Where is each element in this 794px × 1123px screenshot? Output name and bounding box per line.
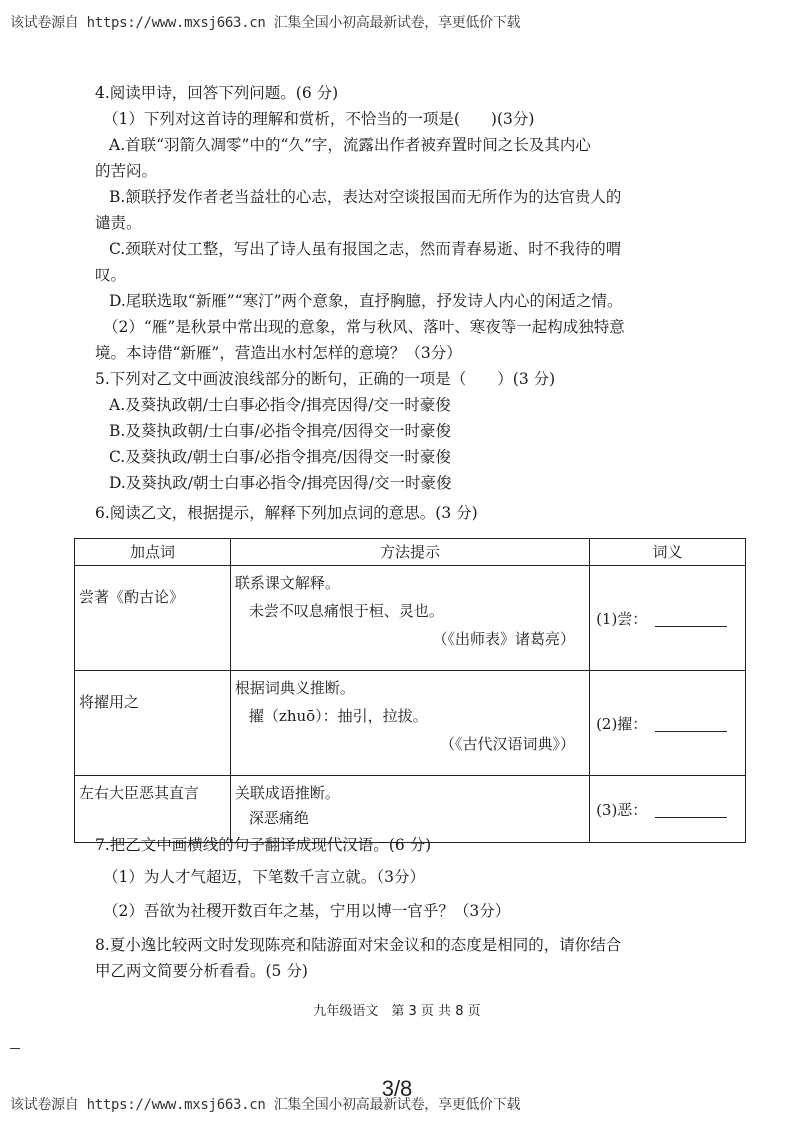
- hint-source: （《古代汉语词典》）: [440, 735, 576, 753]
- hint-cell: [230, 566, 589, 671]
- q4-option-c-line2: 叹。: [95, 266, 127, 284]
- table-row: [75, 566, 746, 671]
- q4-sub2-line1: （2）“雁”是秋景中常出现的意象，常与秋风、落叶、寒夜等一起构成独特意: [103, 318, 625, 336]
- q4-option-b-line2: 谴责。: [95, 214, 142, 232]
- q4-option-a-line1: A.首联“羽箭久凋零”中的“久”字，流露出作者被弃置时间之长及其内心: [109, 136, 591, 154]
- q4-sub1: （1）下列对这首诗的理解和赏析，不恰当的一项是( )(3分): [103, 110, 535, 128]
- answer-cell[interactable]: [590, 566, 746, 671]
- q7-title: 7.把乙文中画横线的句子翻译成现代汉语。(6 分): [95, 836, 432, 854]
- q7-sub2: （2）吾欲为社稷开数百年之基，宁用以博一官乎？（3分）: [103, 902, 511, 920]
- answer-cell[interactable]: [590, 671, 746, 776]
- q7-sub1: （1）为人才气超迈，下笔数千言立就。（3分）: [103, 868, 425, 886]
- answer-label: (1)尝：: [596, 609, 648, 628]
- table-header: 加点词: [75, 539, 231, 566]
- word-cell: 左右大臣恶其直言: [75, 776, 231, 843]
- hint-text: 根据词典义推断。: [234, 679, 355, 697]
- q5-option: C.及葵执政/朝士白事/必指令揖亮/因得交一时豪俊: [109, 448, 451, 466]
- answer-blank[interactable]: [655, 612, 727, 627]
- table-row: [75, 671, 746, 776]
- table-header: 词义: [590, 539, 746, 566]
- q4-option-d: D.尾联选取“新雁”“寒汀”两个意象，直抒胸臆，抒发诗人内心的闲适之情。: [109, 292, 623, 310]
- hint-example: 擢（zhuō）：抽引，拉拔。: [248, 707, 428, 725]
- questions-7-8: [95, 832, 760, 984]
- questions-4-5: [95, 80, 760, 526]
- word-cell: 尝著《酌古论》: [75, 566, 231, 671]
- q8-line2: 甲乙两文简要分析看看。(5 分): [95, 962, 308, 980]
- q4-sub2-line2: 境。本诗借“新雁”，营造出水村怎样的意境？（3分）: [95, 344, 462, 362]
- q4-title: 4.阅读甲诗，回答下列问题。(6 分): [95, 84, 339, 102]
- q5-option: D.及葵执政/朝士白事必指令/揖亮因得/交一时豪俊: [109, 474, 452, 492]
- answer-label: (2)擢：: [596, 714, 648, 733]
- hint-cell: [230, 671, 589, 776]
- q4-option-c-line1: C.颈联对仗工整，写出了诗人虽有报国之志，然而青春易逝、时不我待的喟: [109, 240, 622, 258]
- answer-blank[interactable]: [655, 803, 727, 818]
- q6-title: 6.阅读乙文，根据提示，解释下列加点词的意思。(3 分): [95, 504, 478, 522]
- hint-text: 关联成语推断。: [234, 784, 340, 802]
- source-banner-bottom: 该试卷源自 https://www.mxsj663.cn 汇集全国小初高最新试卷，享更低价下载: [10, 1097, 521, 1113]
- q8-line1: 8.夏小逸比较两文时发现陈亮和陆游面对宋金议和的态度是相同的，请你结合: [95, 936, 622, 954]
- table-header-row: [75, 539, 746, 566]
- hint-example: 深恶痛绝: [248, 809, 309, 827]
- hint-text: 联系课文解释。: [234, 574, 340, 592]
- page-footer-label: 九年级语文 第 3 页 共 8 页: [313, 1004, 481, 1019]
- answer-label: (3)恶：: [596, 800, 648, 819]
- hint-source: （《出师表》诸葛亮）: [432, 630, 576, 648]
- page-number: 3/8: [381, 1076, 413, 1101]
- table-header: 方法提示: [230, 539, 589, 566]
- q5-option: A.及葵执政朝/士白事必指令/揖亮因得/交一时豪俊: [109, 396, 451, 414]
- q4-option-a-line2: 的苦闷。: [95, 162, 158, 180]
- q5-option: B.及葵执政朝/士白事/必指令揖亮/因得交一时豪俊: [109, 422, 451, 440]
- word-cell: 将擢用之: [75, 671, 231, 776]
- q5-title: 5.下列对乙文中画波浪线部分的断句，正确的一项是（ ）(3 分): [95, 370, 556, 388]
- hint-example: 未尝不叹息痛恨于桓、灵也。: [248, 602, 444, 620]
- source-banner-top: 该试卷源自 https://www.mxsj663.cn 汇集全国小初高最新试卷，享更低价下载: [10, 15, 521, 31]
- answer-blank[interactable]: [655, 717, 727, 732]
- divider: [10, 1048, 20, 1049]
- q6-table: [74, 538, 746, 843]
- q4-option-b-line1: B.颔联抒发作者老当益壮的心志，表达对空谈报国而无所作为的达官贵人的: [109, 188, 622, 206]
